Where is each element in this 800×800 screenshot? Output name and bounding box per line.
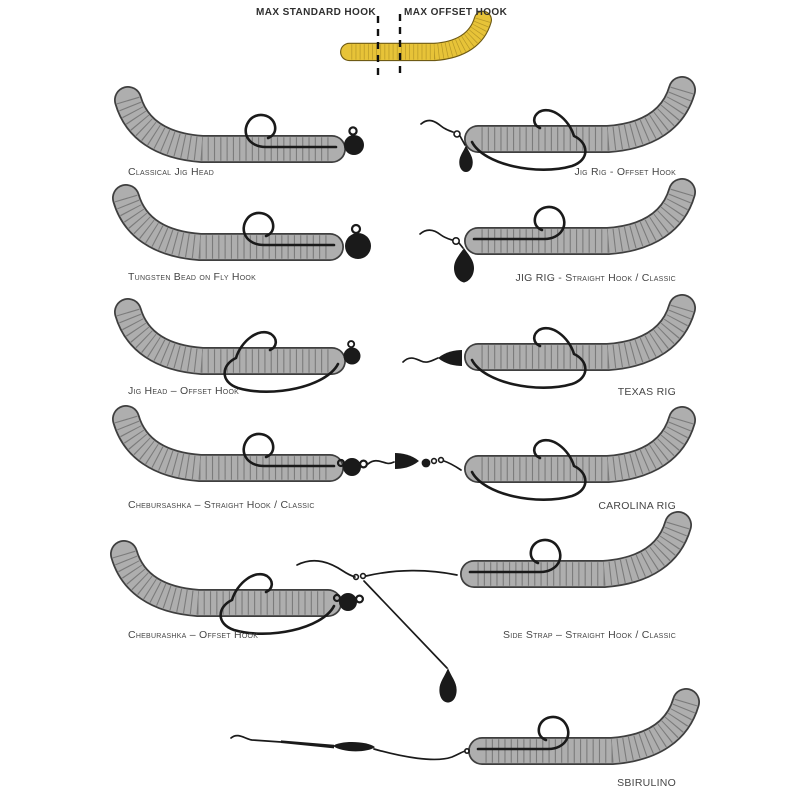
- fishing-line: [403, 358, 438, 362]
- main-line: [231, 736, 281, 742]
- leader-line: [444, 461, 461, 470]
- label-tungsten-bead-fly-hook: Tungsten Bead on Fly Hook: [128, 271, 257, 283]
- worm: [128, 312, 332, 361]
- guide-worm: [349, 20, 483, 52]
- teardrop-weight: [439, 668, 456, 703]
- worm: [482, 702, 686, 751]
- fishing-line: [420, 230, 452, 240]
- bullet-weight: [438, 350, 462, 366]
- weight-link: [459, 243, 463, 248]
- label-max-standard-hook: MAX STANDARD HOOK: [256, 7, 376, 18]
- label-carolina-rig: CAROLINA RIG: [598, 500, 676, 512]
- bead: [422, 459, 431, 468]
- rig-cheburashka-offset-hook: [124, 554, 363, 634]
- leader-line: [366, 571, 457, 576]
- main-line: [297, 561, 355, 577]
- worm: [124, 554, 328, 603]
- label-side-strap: Side Strap – Straight Hook / Classic: [503, 629, 676, 641]
- snap-clip: [454, 131, 460, 137]
- leader-line: [374, 749, 465, 759]
- rig-tungsten-bead-fly-hook: [126, 198, 371, 259]
- kite-weight: [454, 248, 474, 283]
- rig-jig-rig-straight-hook: [420, 192, 682, 283]
- dropper-line: [364, 581, 447, 668]
- worm: [478, 308, 682, 357]
- label-jig-rig-straight-hook: JIG RIG - Straight Hook / Classic: [515, 272, 676, 284]
- jig-head-weight: [344, 341, 361, 364]
- fishing-line: [368, 461, 394, 464]
- worm: [478, 90, 682, 139]
- rig-chebursashka-straight-hook: [126, 419, 367, 476]
- rig-classical-jig-head: [128, 100, 364, 155]
- swivel: [432, 458, 444, 464]
- hook-eye: [465, 749, 469, 753]
- worm: [126, 198, 330, 247]
- worm: [126, 419, 330, 468]
- jig-head-weight: [344, 127, 364, 155]
- rig-carolina: [368, 420, 682, 500]
- rig-sbirulino: [231, 702, 686, 759]
- rig-side-strap: [297, 525, 678, 703]
- worm: [128, 100, 332, 149]
- rig-jig-head-offset-hook: [128, 312, 361, 392]
- tungsten-bead-weight: [345, 225, 371, 259]
- bullet-weight: [395, 453, 419, 469]
- worm: [474, 525, 678, 574]
- label-texas-rig: TEXAS RIG: [617, 386, 676, 398]
- worm: [478, 420, 682, 469]
- label-jig-head-offset-hook: Jig Head – Offset Hook: [128, 385, 240, 397]
- size-guide: [349, 14, 483, 79]
- label-jig-rig-offset-hook: Jig Rig - Offset Hook: [574, 166, 676, 178]
- label-sbirulino: SBIRULINO: [617, 777, 676, 789]
- fishing-line: [421, 120, 453, 132]
- anti-tangle-tube: [281, 740, 334, 748]
- label-cheburashka-offset-hook: Cheburashka – Offset Hook: [128, 629, 259, 641]
- worm: [478, 192, 682, 241]
- label-max-offset-hook: MAX OFFSET HOOK: [404, 7, 508, 18]
- rig-jig-rig-offset-hook: [421, 90, 682, 172]
- sbirulino-float: [333, 741, 375, 752]
- label-chebursashka-straight-hook: Chebursashka – Straight Hook / Classic: [128, 499, 315, 511]
- label-classical-jig-head: Classical Jig Head: [128, 166, 214, 178]
- rig-texas: [403, 308, 682, 388]
